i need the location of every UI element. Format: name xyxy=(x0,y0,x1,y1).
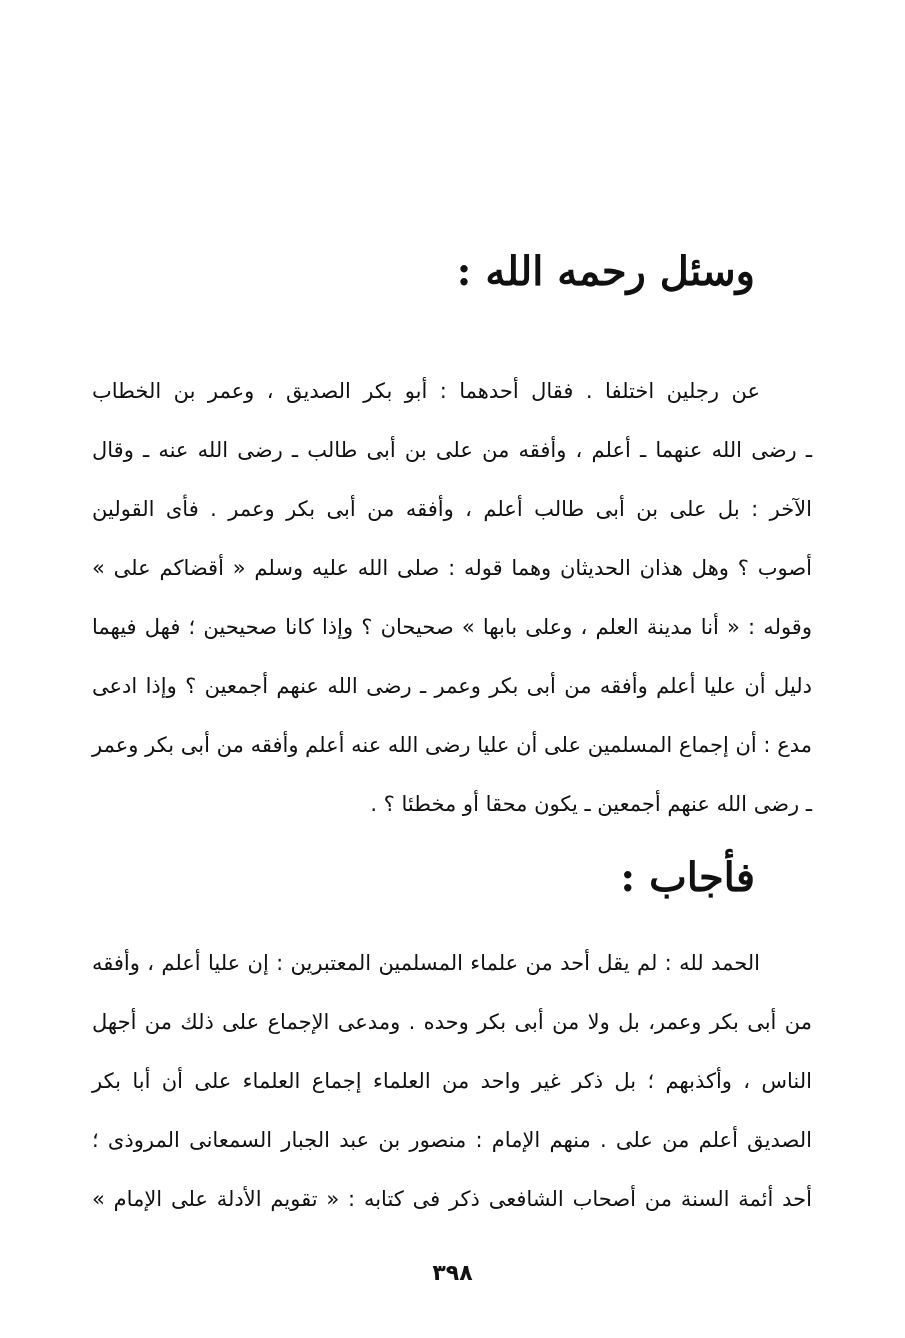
answer-heading: فأجاب : xyxy=(620,854,755,901)
text-line: الناس ، وأكذبهم ؛ بل ذكر غير واحد من العلماء إجماع العلماء على أن أبا بكر xyxy=(92,1069,812,1093)
text-line: من أبى بكر وعمر، بل ولا من أبى بكر وحده . ومدعى الإجماع على ذلك من أجهل xyxy=(92,1010,812,1034)
text-line: عن رجلين اختلفا . فقال أحدهما : أبو بكر الصديق ، وعمر بن الخطاب xyxy=(92,379,760,403)
text-line: دليل أن عليا أعلم وأفقه من أبى بكر وعمر ـ رضى الله عنهم أجمعين ؟ وإذا ادعى xyxy=(92,674,812,698)
text-line: الصديق أعلم من على . منهم الإمام : منصور بن عبد الجبار السمعانى المروذى ؛ xyxy=(92,1128,812,1152)
text-line: وقوله : « أنا مدينة العلم ، وعلى بابها » صحيحان ؟ وإذا كانا صحيحين ؛ فهل فيهما xyxy=(92,615,812,639)
text-line: الآخر : بل على بن أبى طالب أعلم ، وأفقه من أبى بكر وعمر . فأى القولين xyxy=(92,497,812,521)
text-line: الحمد لله : لم يقل أحد من علماء المسلمين المعتبرين : إن عليا أعلم ، وأفقه xyxy=(92,951,760,975)
page-number: ٣٩٨ xyxy=(432,1261,473,1286)
text-line: أحد أئمة السنة من أصحاب الشافعى ذكر فى كتابه : « تقويم الأدلة على الإمام » xyxy=(92,1187,812,1211)
text-line: ـ رضى الله عنهم أجمعين ـ يكون محقا أو مخطئا ؟ . xyxy=(370,792,812,816)
text-line: ـ رضى الله عنهما ـ أعلم ، وأفقه من على بن أبى طالب ـ رضى الله عنه ـ وقال xyxy=(92,438,812,462)
answer-paragraph xyxy=(92,934,812,1229)
text-line: أصوب ؟ وهل هذان الحديثان وهما قوله : صلى الله عليه وسلم « أقضاكم على » xyxy=(92,556,812,580)
text-line: مدع : أن إجماع المسلمين على أن عليا رضى الله عنه أعلم وأفقه من أبى بكر وعمر xyxy=(92,733,812,757)
question-heading: وسئل رحمه الله : xyxy=(456,248,755,295)
question-paragraph xyxy=(92,362,812,834)
